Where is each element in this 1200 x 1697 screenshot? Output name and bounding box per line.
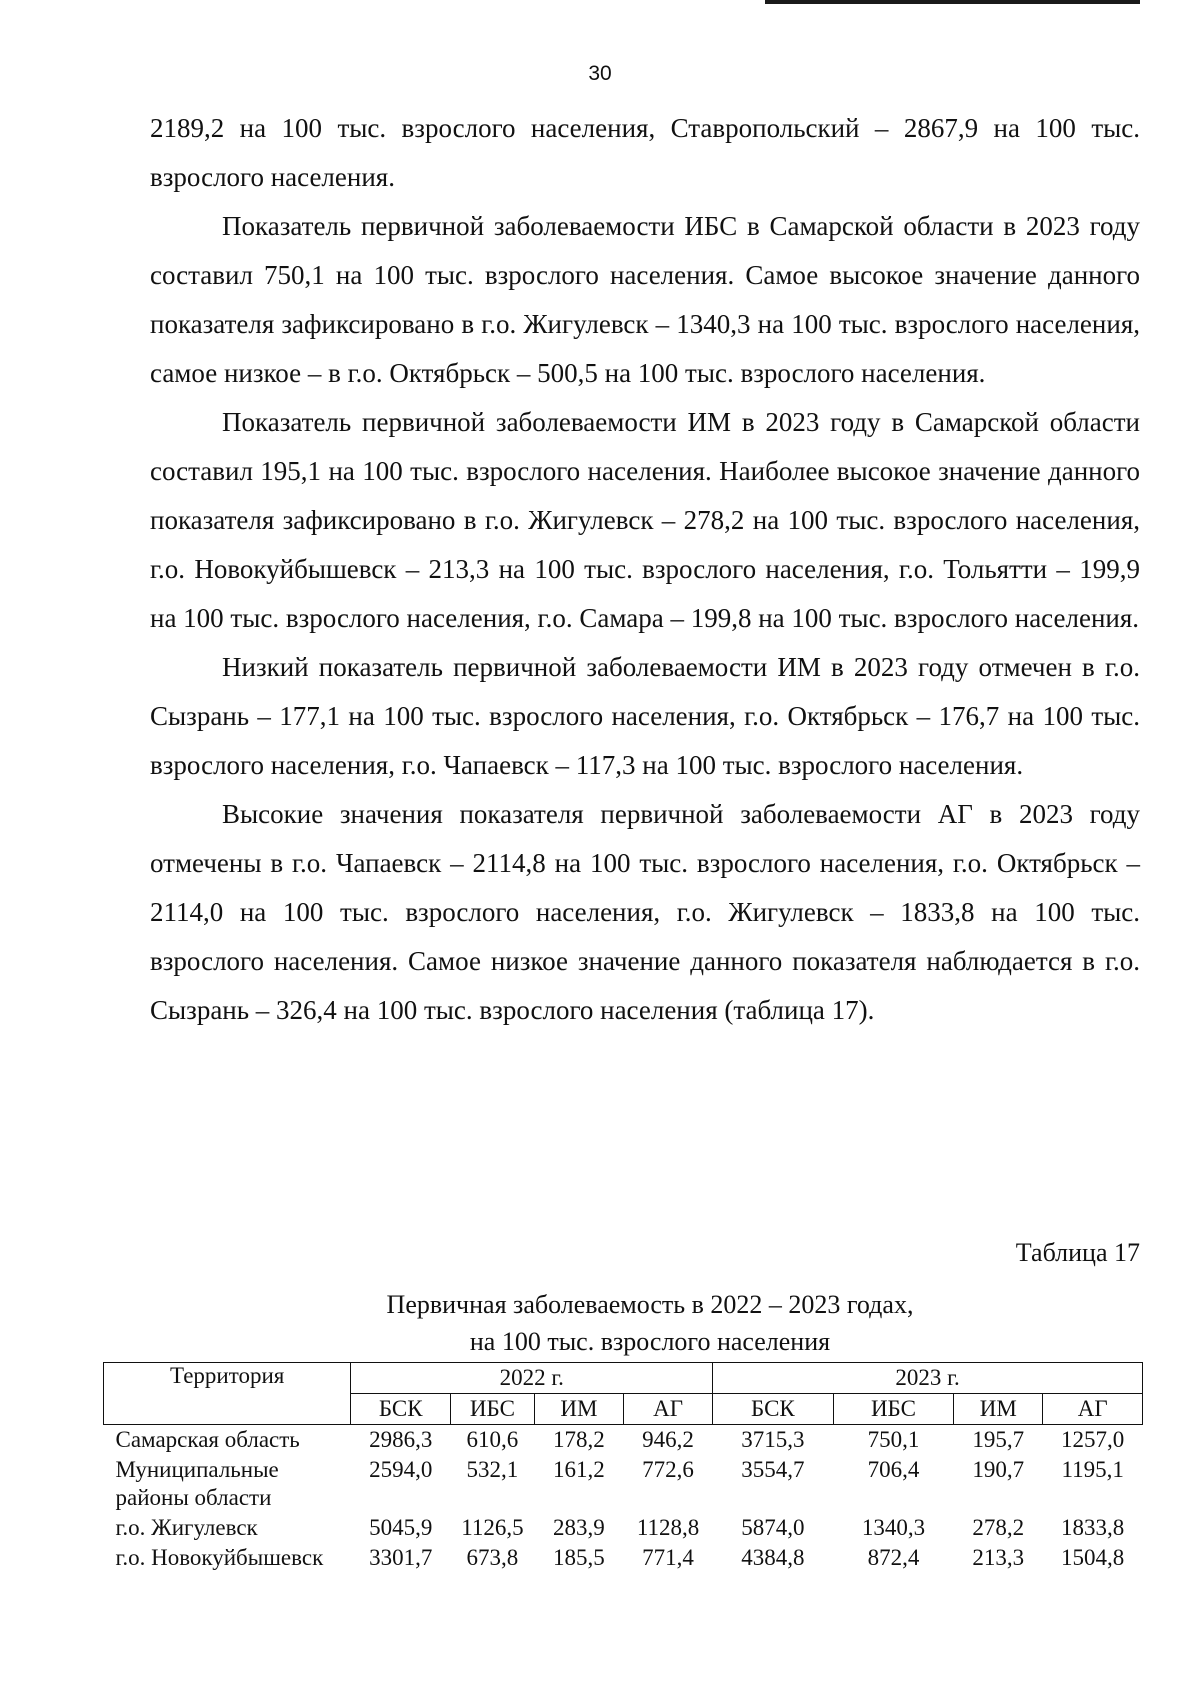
row-territory: Самарская область xyxy=(115,1427,300,1452)
table-cell: 3301,7 xyxy=(369,1545,433,1570)
table-cell: 771,4 xyxy=(642,1545,694,1570)
table-cell: 532,1 xyxy=(466,1457,519,1482)
header-year-2023: 2023 г. xyxy=(713,1363,1143,1394)
table-cell: 706,4 xyxy=(867,1457,920,1482)
table-cell: 1257,0 xyxy=(1061,1427,1125,1452)
header-col: БСК xyxy=(713,1394,834,1425)
header-col: ИБС xyxy=(833,1394,954,1425)
table-cell: 1126,5 xyxy=(461,1515,524,1540)
paragraph-1: 2189,2 на 100 тыс. взрослого населения, Ставропольский – 2867,9 на 100 тыс. взрослого населения. xyxy=(150,113,1140,192)
page-number: 30 xyxy=(588,62,612,85)
table-cell: 283,9 xyxy=(553,1515,605,1540)
table-title-line-1: Первичная заболеваемость в 2022 – 2023 годах, xyxy=(386,1290,914,1319)
table-cell: 4384,8 xyxy=(741,1545,805,1570)
table-title-line-2: на 100 тыс. взрослого населения xyxy=(469,1327,831,1356)
header-col: АГ xyxy=(1043,1394,1143,1425)
header-year-2022: 2022 г. xyxy=(351,1363,713,1394)
header-col: ИБС xyxy=(451,1394,535,1425)
paragraph-2: Показатель первичной заболеваемости ИБС в Самарской области в 2023 году составил 750,1 на 100 тыс. взрослого населения. Самое высокое значение данного показателя зафиксировано в г.о. Жигулевск – 1340,3 на 100 тыс. взрослого населения, самое низкое – в г.о. Октябрьск – 500,5 на 100 тыс. взрослого населения. xyxy=(150,211,1140,388)
table-cell: 610,6 xyxy=(466,1427,519,1452)
header-col: ИМ xyxy=(534,1394,623,1425)
row-territory: г.о. Жигулевск xyxy=(115,1515,258,1540)
table-row xyxy=(104,1543,1143,1573)
paragraph-3: Показатель первичной заболеваемости ИМ в 2023 году в Самарской области составил 195,1 на 100 тыс. взрослого населения. Наиболее высокое значение данного показателя зафиксировано в г.о. Жигулевск – 278,2 на 100 тыс. взрослого населения, г.о. Новокуйбышевск – 213,3 на 100 тыс. взрослого населения, г.о. Тольятти – 199,9 на 100 тыс. взрослого населения, г.о. Самара – 199,8 на 100 тыс. взрослого населения. xyxy=(150,407,1140,633)
table-cell: 772,6 xyxy=(642,1457,694,1482)
table-cell: 2986,3 xyxy=(369,1427,433,1452)
table-cell: 946,2 xyxy=(642,1427,694,1452)
paragraph-5: Высокие значения показателя первичной заболеваемости АГ в 2023 году отмечены в г.о. Чапаевск – 2114,8 на 100 тыс. взрослого населения, г.о. Октябрьск – 2114,0 на 100 тыс. взрослого населения, г.о. Жигулевск – 1833,8 на 100 тыс. взрослого населения. Самое низкое значение данного показателя наблюдается в г.о. Сызрань – 326,4 на 100 тыс. взрослого населения (таблица 17). xyxy=(150,799,1140,1025)
header-territory: Территория xyxy=(104,1363,351,1425)
table-title xyxy=(100,1286,1200,1360)
table-cell: 3715,3 xyxy=(741,1427,805,1452)
table-cell: 185,5 xyxy=(553,1545,605,1570)
header-col: БСК xyxy=(351,1394,451,1425)
table-cell: 1833,8 xyxy=(1061,1515,1125,1540)
row-territory: Муниципальные районы области xyxy=(115,1457,279,1510)
table-cell: 5045,9 xyxy=(369,1515,433,1540)
table-cell: 2594,0 xyxy=(369,1457,433,1482)
table-cell: 673,8 xyxy=(466,1545,519,1570)
header-col: АГ xyxy=(623,1394,712,1425)
table-row xyxy=(104,1455,1143,1513)
table-cell: 1128,8 xyxy=(636,1515,700,1540)
table-cell: 1340,3 xyxy=(861,1515,926,1540)
table-cell: 5874,0 xyxy=(741,1515,805,1540)
table-cell: 278,2 xyxy=(972,1515,1025,1540)
table-cell: 750,1 xyxy=(867,1427,920,1452)
table-cell: 3554,7 xyxy=(741,1457,805,1482)
table-cell: 178,2 xyxy=(553,1427,605,1452)
table-cell: 1504,8 xyxy=(1061,1545,1125,1570)
table-cell: 872,4 xyxy=(867,1545,920,1570)
paragraph-4: Низкий показатель первичной заболеваемости ИМ в 2023 году отмечен в г.о. Сызрань – 177,1 на 100 тыс. взрослого населения, г.о. Октябрьск – 176,7 на 100 тыс. взрослого населения, г.о. Чапаевск – 117,3 на 100 тыс. взрослого населения. xyxy=(150,652,1140,780)
table-cell: 213,3 xyxy=(972,1545,1025,1570)
table-cell: 195,7 xyxy=(972,1427,1025,1452)
row-territory: г.о. Новокуйбышевск xyxy=(115,1545,324,1570)
table-row xyxy=(104,1425,1143,1456)
table-cell: 190,7 xyxy=(972,1457,1025,1482)
table-cell: 161,2 xyxy=(553,1457,605,1482)
table-row xyxy=(104,1513,1143,1543)
top-rule xyxy=(765,0,1140,4)
body-text xyxy=(150,104,1140,1035)
incidence-table xyxy=(103,1362,1143,1573)
header-col: ИМ xyxy=(954,1394,1043,1425)
table-caption: Таблица 17 xyxy=(1015,1238,1140,1267)
table-cell: 1195,1 xyxy=(1061,1457,1124,1482)
